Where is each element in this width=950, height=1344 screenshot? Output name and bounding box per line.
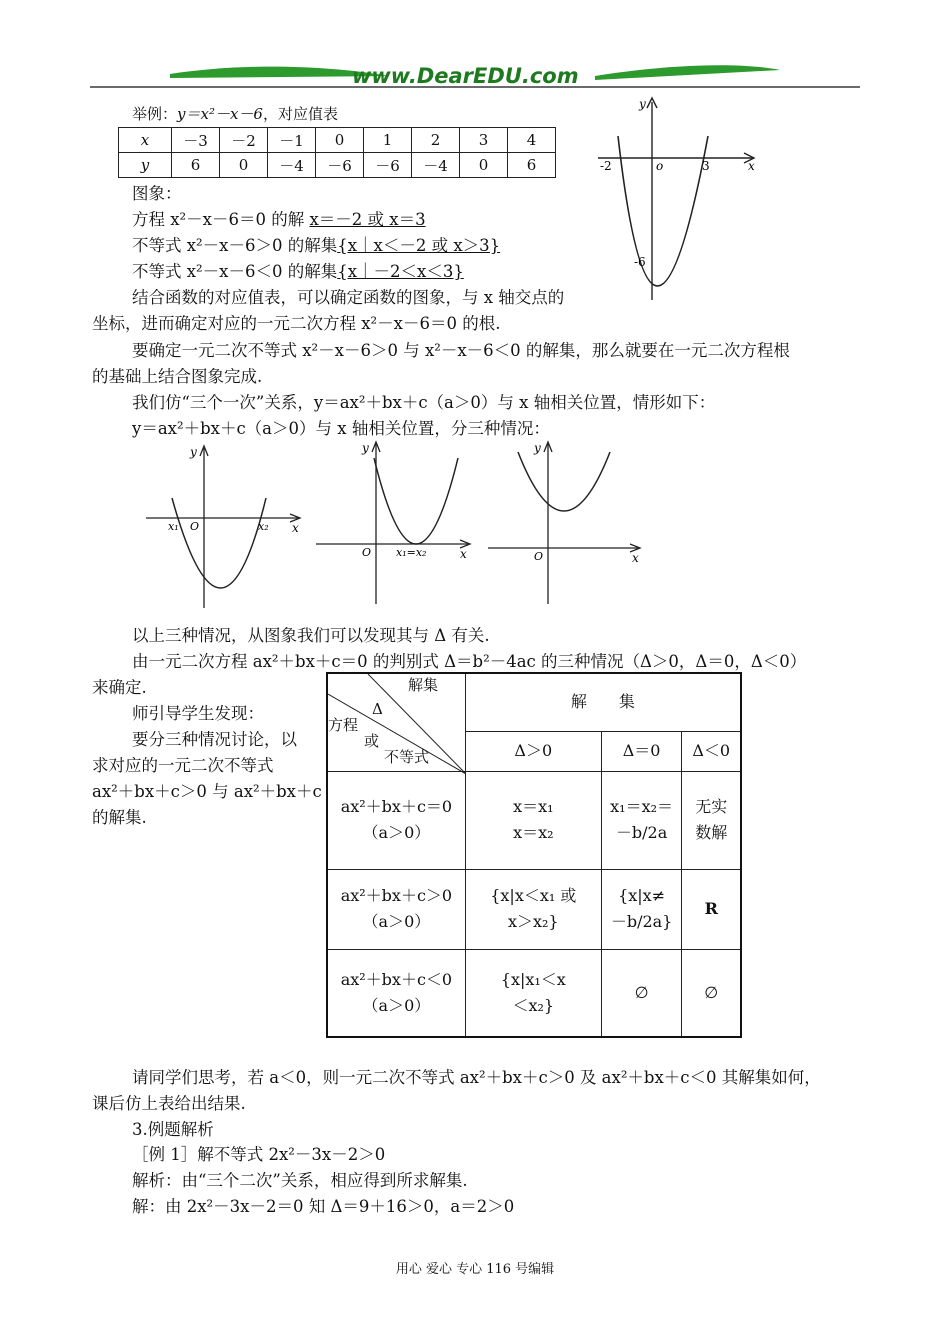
- diag-solution-set: 解集: [408, 676, 439, 694]
- value-table-cell: 2: [412, 128, 460, 153]
- row-equation-delta-negative: [682, 771, 741, 869]
- page-footer: 用心 爱心 专心 116 号编辑: [395, 1262, 555, 1277]
- value-table-y-label: y: [119, 153, 172, 178]
- header-swoosh-right: [595, 65, 780, 80]
- row-greater-delta-positive: [465, 869, 601, 949]
- y-axis-label: y: [190, 445, 197, 459]
- value-table-x-label: x: [119, 128, 172, 153]
- value-table-row-x: [119, 128, 556, 153]
- row-label-line: （a＞0）: [362, 912, 431, 931]
- value-table-cell: －6: [364, 153, 412, 178]
- cell-line: {x|x＜x₁ 或: [490, 886, 577, 905]
- row-label-line: ax²＋bx＋c＞0: [340, 886, 453, 905]
- row-greater-delta-negative: R: [682, 869, 741, 949]
- value-table-cell: 0: [460, 153, 508, 178]
- row-less-label: [327, 949, 465, 1037]
- value-table-cell: 3: [460, 128, 508, 153]
- parabola-graph: [592, 96, 762, 302]
- cell-line: －b/2a: [615, 823, 668, 842]
- y-axis-label: y: [639, 97, 646, 111]
- value-table-cell: 6: [508, 153, 556, 178]
- row-less: [327, 949, 741, 1037]
- col-delta-positive: Δ＞0: [465, 731, 601, 771]
- x-axis-label: x: [632, 551, 639, 565]
- inequality-2-line: [132, 262, 464, 282]
- value-table-row-y: [119, 153, 556, 178]
- diag-inequality: 不等式: [384, 748, 430, 766]
- col-delta-zero: Δ＝0: [601, 731, 682, 771]
- intro-func: y＝x²－x－6: [177, 105, 263, 123]
- value-table-cell: －3: [172, 128, 220, 153]
- row-equation-delta-zero: [601, 771, 682, 869]
- value-table-cell: －6: [316, 153, 364, 178]
- value-table-cell: －4: [412, 153, 460, 178]
- parabola-curve: [374, 458, 458, 544]
- value-table-cell: －2: [220, 128, 268, 153]
- paragraph-8c: ax²＋bx＋c＞0 与 ax²＋bx＋c: [92, 782, 322, 801]
- solution-set-header: 解 集: [465, 673, 741, 731]
- paragraph-1b: 坐标，进而确定对应的一元二次方程 x²－x－6＝0 的根.: [92, 314, 501, 333]
- equation-line: [132, 210, 426, 230]
- case-graph-delta-zero: [316, 441, 470, 604]
- origin-label: O: [362, 546, 372, 559]
- graph-label: 图象：: [132, 184, 182, 203]
- header-logo: www.DearEDU.com: [352, 64, 579, 88]
- parabola-curve: [172, 498, 266, 588]
- cell-line: ＜x₂}: [512, 995, 555, 1015]
- cell-line: {x|x₁＜x: [500, 969, 566, 989]
- intro-line: [132, 104, 338, 124]
- row-equation-label: [327, 771, 465, 869]
- y-axis-label: y: [362, 441, 369, 455]
- cell-line: 无实: [695, 797, 728, 816]
- root-x1-label: x₁: [168, 520, 179, 533]
- intro-label: 举例：: [132, 105, 178, 123]
- example-1-solution: 解：由 2x²－3x－2＝0 知 Δ＝9＋16＞0，a＝2＞0: [132, 1197, 515, 1216]
- row-equation: [327, 771, 741, 869]
- row-label-line: ax²＋bx＋c＜0: [340, 969, 453, 989]
- paragraph-8d: 的解集.: [92, 808, 147, 827]
- right-root-label: 3: [702, 159, 710, 173]
- cell-line: x＞x₂}: [507, 912, 559, 931]
- summary-table: [326, 672, 742, 1038]
- case-graph-delta-negative: [488, 441, 640, 604]
- inequality-1-line: [132, 236, 500, 256]
- parabola-curve: [518, 452, 610, 511]
- equation-solution: x＝－2 或 x＝3: [309, 210, 426, 229]
- diag-delta: Δ: [372, 700, 383, 718]
- case-graph-delta-positive: [146, 445, 300, 608]
- value-table-cell: －1: [268, 128, 316, 153]
- value-table-cell: －4: [268, 153, 316, 178]
- x-axis-label: x: [460, 547, 467, 561]
- diagonal-header-cell: [327, 673, 465, 771]
- paragraph-1a: 结合函数的对应值表，可以确定函数的图象，与 x 轴交点的: [132, 288, 565, 307]
- value-table: [118, 127, 556, 178]
- summary-header-row: [327, 673, 741, 731]
- cell-line: 数解: [695, 823, 728, 842]
- value-table-cell: 6: [172, 153, 220, 178]
- x-axis-label: x: [748, 159, 755, 173]
- row-less-delta-negative: ∅: [682, 949, 741, 1037]
- left-root-label: -2: [600, 159, 612, 173]
- intro-suffix: ，对应值表: [262, 105, 338, 123]
- paragraph-8a: 要分三种情况讨论，以: [132, 730, 297, 749]
- paragraph-2b: 的基础上结合图象完成.: [92, 367, 263, 386]
- inequality-2-set: {x｜－2＜x＜3}: [337, 262, 464, 281]
- row-label-line: ax²＋bx＋c＝0: [340, 797, 453, 816]
- three-cases-graphs: [140, 440, 660, 612]
- origin-label: O: [190, 520, 200, 533]
- origin-label: O: [534, 550, 544, 563]
- example-1-title: ［例 1］解不等式 2x²－3x－2＞0: [132, 1145, 386, 1164]
- diag-equation: 方程: [328, 716, 359, 734]
- value-table-cell: 0: [316, 128, 364, 153]
- row-less-delta-zero: ∅: [601, 949, 682, 1037]
- paragraph-6a: 由一元二次方程 ax²＋bx＋c＝0 的判别式 Δ＝b²－4ac 的三种情况（Δ＞0，Δ＝0，Δ＜0）: [132, 652, 807, 671]
- row-less-delta-positive: [465, 949, 601, 1037]
- cell-line: x＝x₁: [513, 797, 554, 816]
- row-greater-label: [327, 869, 465, 949]
- paragraph-5: 以上三种情况，从图象我们可以发现其与 Δ 有关.: [132, 626, 490, 645]
- section-3-heading: 3.例题解析: [132, 1120, 214, 1139]
- value-table-cell: 1: [364, 128, 412, 153]
- cell-line: x＝x₂: [513, 823, 554, 842]
- inequality-1-set: {x｜x＜－2 或 x＞3}: [337, 236, 501, 255]
- paragraph-4: y＝ax²＋bx＋c（a＞0）与 x 轴相关位置，分三种情况：: [132, 419, 550, 438]
- col-delta-negative: Δ＜0: [682, 731, 741, 771]
- diag-or: 或: [364, 732, 380, 750]
- value-table-cell: 4: [508, 128, 556, 153]
- paragraph-3: 我们仿“三个一次”关系，y＝ax²＋bx＋c（a＞0）与 x 轴相关位置，情形如下：: [132, 393, 716, 412]
- paragraph-9b: 课后仿上表给出结果.: [92, 1094, 246, 1113]
- paragraph-9a: 请同学们思考，若 a＜0，则一元二次不等式 ax²＋bx＋c＞0 及 ax²＋bx＋c＜0 其解集如何，: [132, 1068, 821, 1087]
- paragraph-7: 师引导学生发现：: [132, 704, 264, 723]
- root-x2-label: x₂: [258, 520, 269, 533]
- cell-line: x₁＝x₂＝: [610, 797, 674, 816]
- row-label-line: （a＞0）: [362, 823, 431, 842]
- paragraph-8b: 求对应的一元二次不等式: [92, 756, 274, 775]
- cell-line: －b/2a}: [610, 912, 673, 931]
- min-label: -6: [634, 255, 646, 269]
- paragraph-2a: 要确定一元二次不等式 x²－x－6＞0 与 x²－x－6＜0 的解集，那么就要在一元二次方程根: [132, 341, 790, 360]
- y-axis-label: y: [534, 441, 541, 455]
- row-equation-delta-positive: [465, 771, 601, 869]
- inequality-1-prefix: 不等式 x²－x－6＞0 的解集: [132, 236, 338, 255]
- example-1-analysis: 解析：由“三个二次”关系，相应得到所求解集.: [132, 1171, 468, 1190]
- row-greater-delta-zero: [601, 869, 682, 949]
- paragraph-6b: 来确定.: [92, 678, 147, 697]
- inequality-2-prefix: 不等式 x²－x－6＜0 的解集: [132, 262, 338, 281]
- equation-prefix: 方程 x²－x－6＝0 的解: [132, 210, 310, 229]
- double-root-label: x₁=x₂: [396, 546, 427, 559]
- row-greater: [327, 869, 741, 949]
- origin-label: o: [656, 159, 664, 173]
- cell-line: {x|x≠: [618, 886, 666, 905]
- row-label-line: （a＞0）: [362, 995, 431, 1015]
- value-table-cell: 0: [220, 153, 268, 178]
- x-axis-label: x: [292, 521, 299, 535]
